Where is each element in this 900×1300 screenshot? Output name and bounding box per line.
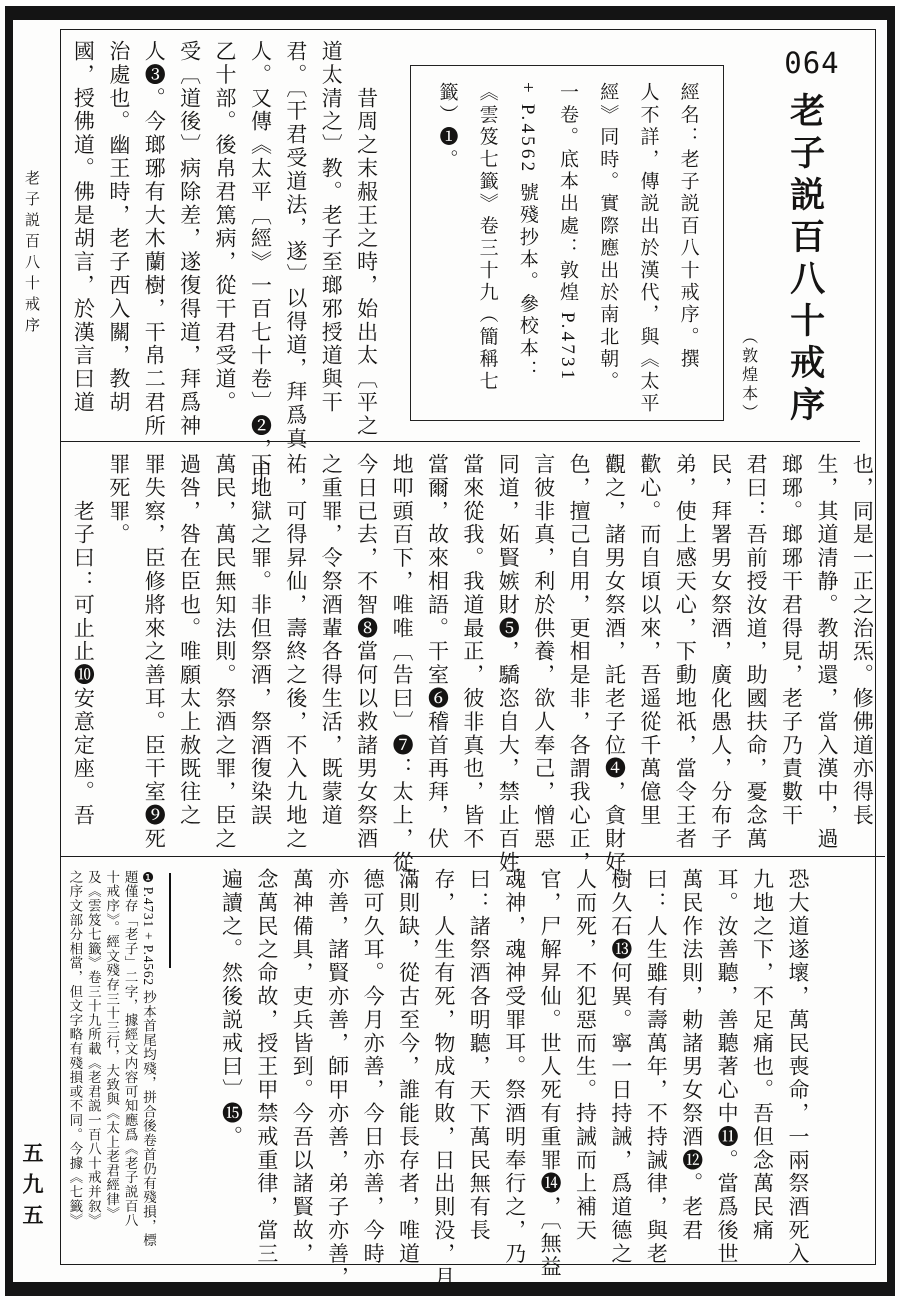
text-column: 官，尸解昇仙。世人死有重罪⓮，〔無益 — [538, 868, 563, 1279]
text-column: 耳。汝善聽，善聽著心中⓫。當爲後世 — [715, 868, 740, 1266]
text-column: 當爾，故來相語。干室❻稽首再拜，伏 — [425, 453, 450, 851]
text-column: 也，同是一正之治炁。修佛道亦得長 — [850, 453, 875, 828]
page-number: 五九五 — [20, 1142, 44, 1235]
text-column: 籤）❶。 — [436, 82, 458, 171]
text-column: 經名：老子説百八十戒序。撰 — [677, 82, 699, 371]
text-column: 民，拜署男女祭酒，廣化愚人，分布子 — [708, 453, 733, 851]
text-column: 存，人生有死，物成有敗，日出則没，月 — [431, 868, 456, 1290]
text-column: 曰：諸祭酒各明聽，天下萬民無有長 — [467, 868, 492, 1243]
text-column: 之重罪，令祭酒輩各得生活，既蒙道 — [319, 453, 344, 828]
text-column: 過咎，咎在臣也。唯願太上赦既往之 — [177, 453, 202, 828]
text-column: 《雲笈七籤》卷三十九（簡稱七 — [476, 82, 498, 393]
text-column: ❶P.4731 + P.4562 抄本首尾均殘，拼合後卷首仍有殘損，標 — [141, 870, 157, 1248]
text-column: 歡心。而自頃以來，吾遥從千萬億里 — [637, 453, 662, 828]
text-column: 人而死，不犯惡而生。持誡而上補天 — [573, 868, 598, 1243]
text-column: 十戒序》。經文殘存三十三行，大致與《太上老君經律》 — [104, 870, 120, 1221]
text-column: 今日已去，不智❽當何以救諸男女祭酒 — [354, 453, 379, 851]
lower-text-columns — [213, 868, 815, 1290]
text-block — [60, 29, 876, 1290]
text-column: 人❸。今瑯琊有大木蘭樹，干帛二君所 — [142, 40, 167, 438]
opening-text-columns — [65, 40, 384, 485]
band-middle — [61, 442, 885, 875]
text-column: 當來從我。我道最正，彼非真也，皆不 — [460, 453, 485, 851]
text-column: 弟，使上感天心，下動地祇，當令王者 — [673, 453, 698, 851]
text-column: 受〔道後〕病除差，遂復得道，拜爲神 — [177, 40, 202, 438]
text-column: 萬民作法則，勅諸男女祭酒⓬。老君 — [679, 868, 704, 1243]
text-column: 乙十部。後帛君篤病，從干君受道。 — [213, 40, 238, 415]
text-column: 地叩頭百下，唯唯〔告曰〕❼：太上，從 — [390, 453, 415, 875]
text-column: 曰：人生雖有壽萬年，不持誡律，與老 — [644, 868, 669, 1266]
text-column: 亦善，諸賢亦善，師甲亦善，弟子亦善， — [325, 868, 350, 1290]
text-column: 言彼非真，利於供養，欲人奉己，憎惡 — [531, 453, 556, 851]
document-code: 064 — [784, 46, 840, 80]
text-column: 樹久石⓭何異。寧一日持誡，爲道德之 — [608, 868, 633, 1266]
text-column: 經》同時。實際應出於南北朝。 — [597, 82, 619, 393]
document-title: 老子説百八十戒序 — [785, 92, 825, 428]
text-column: + P.4562 號殘抄本。參校本： — [516, 82, 538, 383]
document-header — [724, 40, 856, 433]
footnote-block — [65, 870, 171, 1252]
text-column: 萬神備具，吏兵皆到。今吾以諸賢故， — [290, 868, 315, 1266]
text-column: 下地獄之罪。非但祭酒，祭酒復染誤 — [248, 453, 273, 828]
text-column: 九地之下，不足痛也。吾但念萬民痛 — [750, 868, 775, 1243]
text-column: 昔周之末赧王之時，始出太〔平之 — [354, 40, 379, 438]
edition-label: （敦煌本） — [739, 328, 757, 423]
footnote-columns — [65, 870, 157, 1252]
footnote-separator-rule — [169, 873, 171, 968]
text-column: 之序文部分相當，但文字略有殘損或不同。今據《七籤》 — [67, 870, 83, 1228]
scripture-info-box — [410, 65, 724, 421]
text-column: 德可久耳。今月亦善，今日亦善，今時 — [361, 868, 386, 1266]
text-column: 國，授佛道。佛是胡言，於漢言曰道 — [71, 40, 96, 415]
text-column: 一卷。底本出處：敦煌 P.4731 — [557, 82, 579, 383]
text-column: 同道，妬賢嫉財❺，驕恣自大，禁止百姓 — [496, 453, 521, 875]
text-column: 觀之，諸男女祭酒，託老子位❹，貪財好 — [602, 453, 627, 875]
text-column: 君曰：吾前授汝道，助國扶命，憂念萬 — [744, 453, 769, 851]
text-column: 老子曰：可止止❿安意定座。吾 — [71, 453, 96, 828]
text-column: 罪死罪。 — [106, 453, 131, 547]
text-column: 瑯琊。瑯琊干君得見，老子乃責數干 — [779, 453, 804, 828]
text-column: 治處也。幽王時，老子西入關，教胡 — [106, 40, 131, 415]
text-column: 人不詳，傳説出於漢代，與《太平 — [637, 82, 659, 415]
text-column: 人。又傳《太平〔經》一百七十卷〕❷，甲 — [248, 40, 273, 485]
text-column: 滿則缺，從古至今，誰能長存者，唯道 — [396, 868, 421, 1266]
band-bottom — [61, 857, 821, 1290]
margin-running-title: 老子説百八十戒序 — [23, 170, 39, 338]
band-top — [61, 30, 860, 485]
text-column: 色，擅己自用，更相是非，各謂我心正， — [567, 453, 592, 875]
text-column: 罪失察，臣修將來之善耳。臣干室❾死 — [142, 453, 167, 851]
text-column: 道太清之〕教。老子至瑯邪授道與干 — [319, 40, 344, 415]
text-column: 題僅存「老子」二字，據經文内容可知應爲《老子説百八 — [122, 870, 138, 1228]
middle-text-columns — [65, 453, 879, 875]
text-column: 祐，可得昇仙，壽終之後，不入九地之 — [283, 453, 308, 851]
text-column: 生，其道清静。教胡還，當入漢中，過 — [814, 453, 839, 851]
scripture-info-columns — [426, 82, 707, 415]
text-column: 恐大道遂壞，萬民喪命，一兩祭酒死入 — [785, 868, 810, 1266]
text-column: 君。〔干君受道法，遂〕以得道，拜爲真 — [283, 40, 308, 451]
text-column: 魂神，魂神受罪耳。祭酒明奉行之，乃 — [502, 868, 527, 1266]
text-column: 遍讀之。然後説戒曰〕⓯。 — [219, 868, 244, 1149]
text-column: 念萬民之命故，授王甲禁戒重律，當三 — [254, 868, 279, 1266]
text-column: 及《雲笈七籤》卷三十九所載《老君説一百八十戒并叙》 — [85, 870, 101, 1228]
text-column: 萬民，萬民無知法則。祭酒之罪，臣之 — [213, 453, 238, 851]
